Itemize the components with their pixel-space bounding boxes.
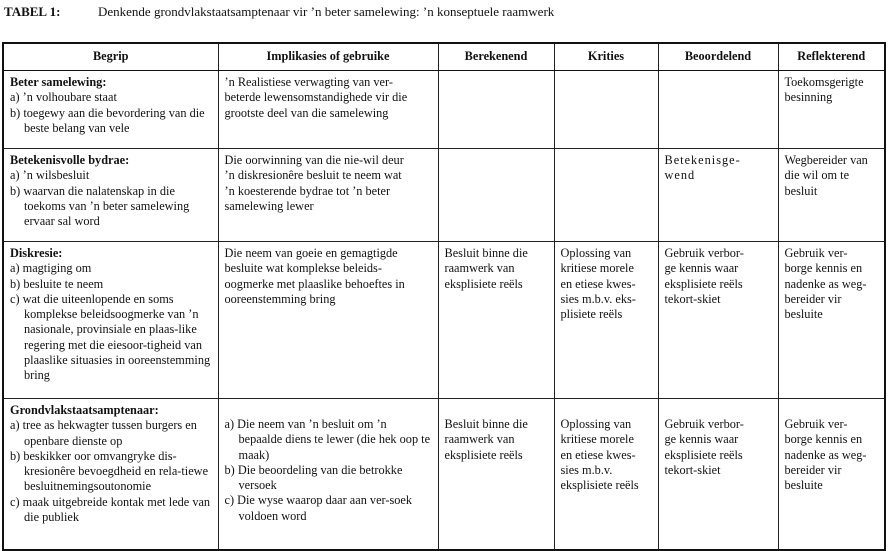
concept-heading: Grondvlakstaatsamptenaar:	[10, 403, 159, 417]
table-title: Denkende grondvlakstaatsamptenaar vir ’n beter samelewing: ’n konseptuele raamwerk	[98, 4, 555, 19]
cell-reflekterend: Toekomsgerigte besinning	[778, 71, 885, 149]
cell-berekenend	[438, 71, 554, 149]
cell-beoordelend: Gebruik verbor- ge kennis waar eksplisiete reëls tekort-skiet	[658, 242, 778, 399]
list-item: a) ’n wilsbesluit	[10, 168, 90, 183]
cell-begrip	[3, 399, 218, 551]
header-begrip: Begrip	[3, 43, 218, 71]
list-item: a) ’n volhoubare staat	[10, 90, 117, 105]
cell-berekenend: Besluit binne die raamwerk van eksplisiete reëls	[438, 399, 554, 551]
cell-implikasies: Die neem van goeie en gemagtigde besluite wat komplekse beleids- oogmerke met plaaslike behoeftes in ooreenstemming bring	[218, 242, 438, 399]
table-row	[3, 71, 885, 149]
header-reflekterend: Reflekterend	[778, 43, 885, 71]
cell-krities: Oplossing van kritiese morele en etiese kwes- sies m.b.v. eksplisiete reëls	[554, 399, 658, 551]
header-implikasies: Implikasies of gebruike	[218, 43, 438, 71]
table-row	[3, 149, 885, 242]
cell-krities	[554, 149, 658, 242]
list-item: b) besluite te neem	[10, 276, 104, 291]
list-item: c) wat die uiteenlopende en soms komplekse beleidsoogmerke van ’n nasionale, provinsiale en plaas-like regering met die eiesoor-tigheid van plaaslike situasies in ooreenstemming bring	[10, 291, 211, 383]
concept-heading: Diskresie:	[10, 246, 63, 260]
list-item: b) Die beoordeling van die betrokke versoek	[224, 462, 403, 493]
cell-berekenend	[438, 149, 554, 242]
header-beoordelend: Beoordelend	[658, 43, 778, 71]
table-row	[3, 399, 885, 551]
table-number: TABEL 1:	[4, 4, 61, 19]
list-item: a) Die neem van ’n besluit om ’n bepaalde diens te lewer (die hek oop te maak)	[224, 417, 431, 462]
cell-krities: Oplossing van kritiese morele en etiese kwes- sies m.b.v. eks- plisiete reëls	[554, 242, 658, 399]
cell-begrip	[3, 149, 218, 242]
list-item: b) waarvan die nalatenskap in die toekoms van ’n beter samelewing ervaar sal word	[10, 183, 190, 229]
cell-berekenend: Besluit binne die raamwerk van eksplisiete reëls	[438, 242, 554, 399]
concept-heading: Beter samelewing:	[10, 75, 107, 89]
list-item: c) maak uitgebreide kontak met lede van die publiek	[10, 494, 211, 525]
cell-implikasies: Die oorwinning van die nie-wil deur ’n diskresionêre besluit te neem wat ’n koesterende bydrae tot ’n beter samelewing lewer	[218, 149, 438, 242]
cell-reflekterend: Gebruik ver- borge kennis en nadenke as weg- bereider vir besluite	[778, 399, 885, 551]
cell-beoordelend: Gebruik verbor- ge kennis waar eksplisiete reëls tekort-skiet	[658, 399, 778, 551]
list-item: a) tree as hekwagter tussen burgers en openbare dienste op	[10, 418, 197, 448]
cell-begrip	[3, 242, 218, 399]
list-item: c) Die wyse waarop daar aan ver-soek voldoen word	[224, 493, 413, 523]
table-row	[3, 242, 885, 399]
conceptual-framework-table	[2, 42, 886, 551]
header-berekenend: Berekenend	[438, 43, 554, 71]
cell-implikasies: ’n Realistiese verwagting van ver- beterde lewensomstandighede vir die grootste deel van die samelewing	[218, 71, 438, 149]
cell-beoordelend	[658, 71, 778, 149]
list-item: b) toegewy aan die bevordering van die beste belang van vele	[10, 105, 205, 135]
header-krities: Krities	[554, 43, 658, 71]
cell-begrip	[3, 71, 218, 149]
table-caption	[4, 4, 554, 20]
table-header-row	[3, 43, 885, 71]
cell-reflekterend: Wegbereider van die wil om te besluit	[778, 149, 885, 242]
cell-krities	[554, 71, 658, 149]
list-item: b) beskikker oor omvangryke dis-kresionêre bevoegdheid en rela-tiewe besluitnemingsoutonomie	[10, 448, 209, 494]
cell-beoordelend: Betekenisge- wend	[658, 149, 778, 242]
concept-heading: Betekenisvolle bydrae:	[10, 153, 130, 167]
cell-implikasies	[218, 399, 438, 551]
cell-reflekterend: Gebruik ver- borge kennis en nadenke as weg- bereider vir besluite	[778, 242, 885, 399]
list-item: a) magtiging om	[10, 261, 92, 276]
